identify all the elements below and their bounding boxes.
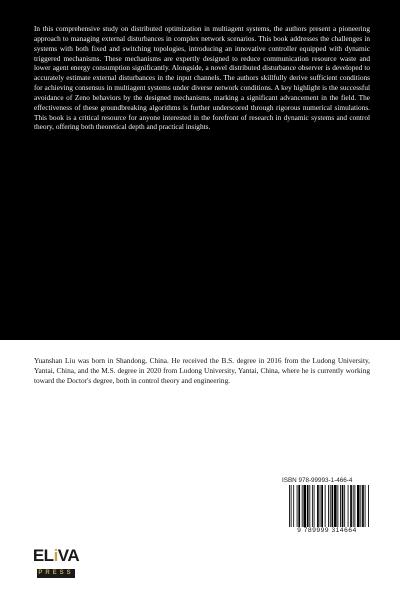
book-abstract: In this comprehensive study on distributed optimization in multiagent systems, the authors present a pioneering approach to managing external disturbances in complex network scenarios. This book addresses the challenges in systems with both fixed and switching topologies, introducing an innovative controller equipped with dynamic triggered mechanisms. These mechanisms are expertly designed to reduce communication resource waste and lower agent energy consumption significantly. Alongside, a novel distributed disturbance observer is developed to accurately estimate external disturbances in the input channels. The authors skillfully derive sufficient conditions for achieving consensus in multiagent systems under diverse network conditions. A key highlight is the successful avoidance of Zeno behaviors by the designed mechanisms, marking a significant advancement in the field. The effectiveness of these groundbreaking algorithms is further underscored through rigorous numerical simulations. This book is a critical resource for anyone interested in the forefront of research in dynamic systems and control theory, offering both theoretical depth and practical insights. — [34, 24, 370, 132]
logo-word-start: EL — [32, 546, 54, 565]
publisher-logo — [31, 546, 81, 590]
barcode-bars — [289, 485, 373, 527]
publisher-logo-word — [31, 546, 81, 566]
logo-word-accent: i — [53, 546, 58, 565]
logo-word-end: VA — [57, 546, 80, 565]
isbn-label: ISBN 978-99993-1-466-4 — [282, 477, 353, 484]
barcode-digits: 9 789999 314664 — [297, 527, 357, 534]
isbn-barcode — [281, 485, 373, 536]
publisher-logo-band — [37, 569, 75, 578]
author-biography: Yuanshan Liu was born in Shandong, China. He received the B.S. degree in 2016 from the Ludong University, Yantai, China, and the M.S. degree in 2020 from Ludong University, Yantai, China, where he is currently working toward the Doctor's degree, both in control theory and engineering. — [34, 356, 370, 386]
logo-band-text: PRESS — [38, 570, 74, 576]
